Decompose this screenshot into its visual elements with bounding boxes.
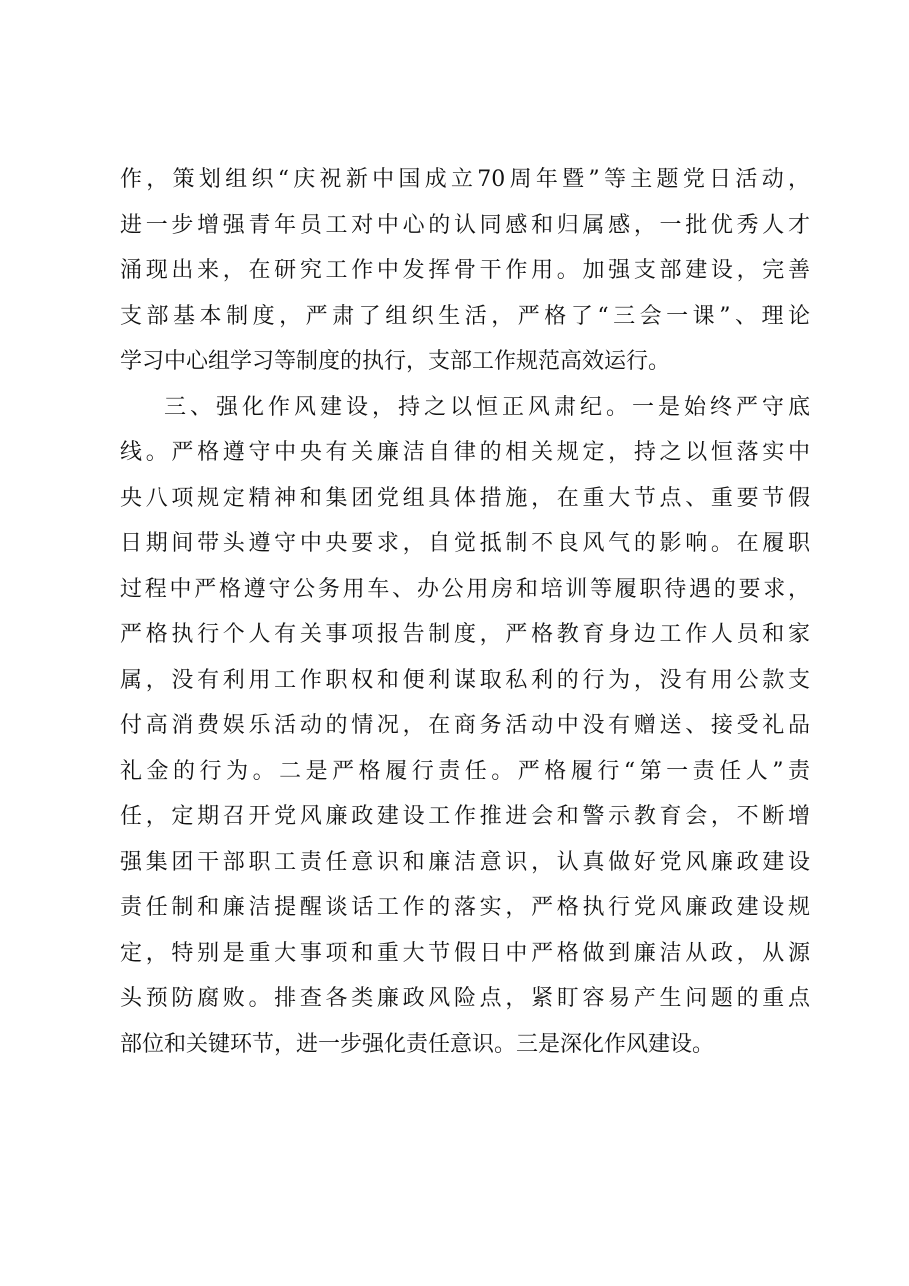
text-line: 支部基本制度，严肃了组织生活，严格了“三会一课”、理论 xyxy=(120,303,810,329)
text-line: 过程中严格遵守公务用车、办公用房和培训等履职待遇的要求， xyxy=(120,576,810,602)
text-line: 三、强化作风建设，持之以恒正风肃纪。一是始终严守底 xyxy=(164,394,810,420)
text-line: 学习中心组学习等制度的执行，支部工作规范高效运行。 xyxy=(120,349,671,374)
paragraph-party-building xyxy=(120,157,810,385)
body-text xyxy=(120,157,810,1067)
text-line: 定，特别是重大事项和重大节假日中严格做到廉洁从政，从源 xyxy=(120,940,810,966)
paragraph-work-style xyxy=(120,385,810,1068)
text-line: 付高消费娱乐活动的情况，在商务活动中没有赠送、接受礼品 xyxy=(120,713,810,738)
text-line: 强集团干部职工责任意识和廉洁意识，认真做好党风廉政建设 xyxy=(120,849,810,875)
text-line: 部位和关键环节，进一步强化责任意识。三是深化作风建设。 xyxy=(120,1031,715,1057)
text-line: 线。严格遵守中央有关廉洁自律的相关规定，持之以恒落实中 xyxy=(120,440,810,465)
text-line: 进一步增强青年员工对中心的认同感和归属感，一批优秀人才 xyxy=(120,212,810,238)
text-line: 作，策划组织“庆祝新中国成立70周年暨”等主题党日活动， xyxy=(120,167,810,192)
text-line: 礼金的行为。二是严格履行责任。严格履行“第一责任人”责 xyxy=(120,758,810,784)
text-line: 日期间带头遵守中央要求，自觉抵制不良风气的影响。在履职 xyxy=(120,531,810,556)
text-line: 属，没有利用工作职权和便利谋取私利的行为，没有用公款支 xyxy=(120,667,810,693)
text-line: 涌现出来，在研究工作中发挥骨干作用。加强支部建设，完善 xyxy=(120,258,810,283)
text-line: 任，定期召开党风廉政建设工作推进会和警示教育会，不断增 xyxy=(120,804,810,829)
text-line: 严格执行个人有关事项报告制度，严格教育身边工作人员和家 xyxy=(120,622,810,647)
text-line: 责任制和廉洁提醒谈话工作的落实，严格执行党风廉政建设规 xyxy=(120,895,810,920)
text-line: 央八项规定精神和集团党组具体措施，在重大节点、重要节假 xyxy=(120,485,810,511)
text-line: 头预防腐败。排查各类廉政风险点，紧盯容易产生问题的重点 xyxy=(120,986,810,1011)
